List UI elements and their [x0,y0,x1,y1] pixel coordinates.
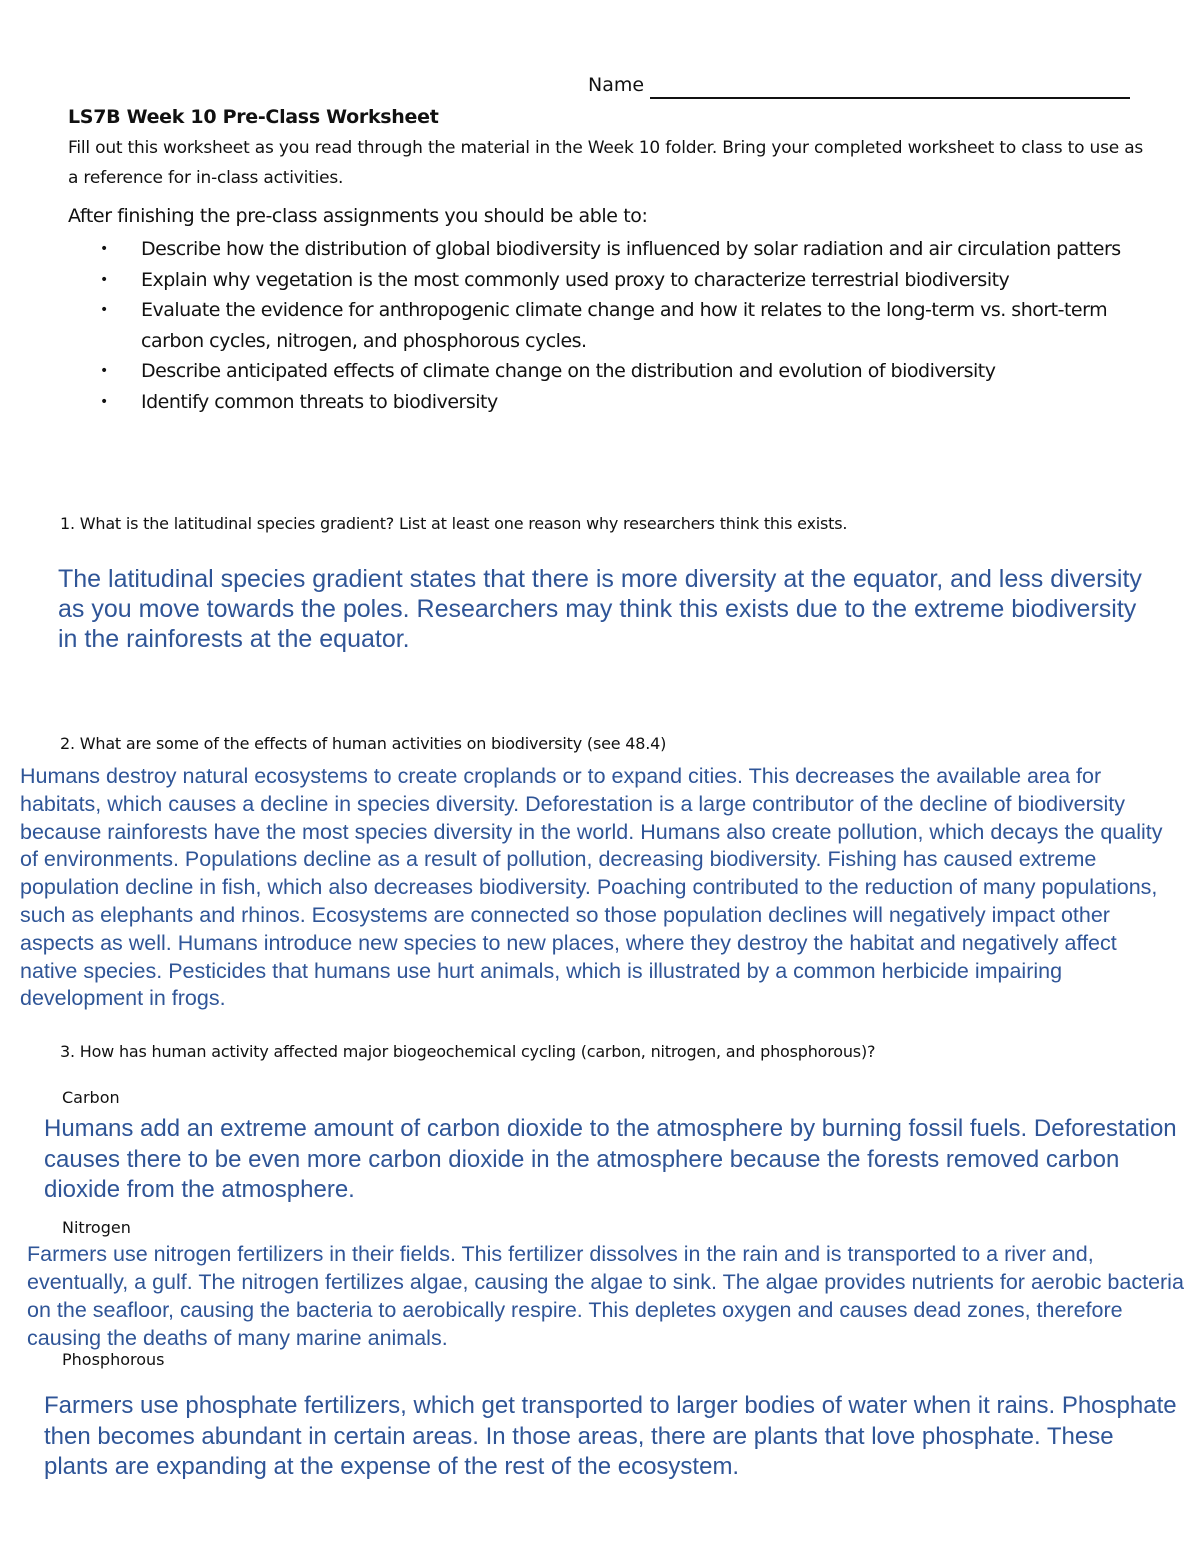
bullet-icon: • [100,271,108,288]
question-1-answer[interactable]: The latitudinal species gradient states that there is more diversity at the equator, and less diversity as you move towards the poles. Researchers may think this exists due to the extreme biodiversity in the rainforests at the equator. [58,565,1142,653]
objective-text: Identify common threats to biodiversity [141,390,498,413]
objectives-list [100,234,1130,417]
objective-item [100,265,1130,296]
worksheet-instructions: Fill out this worksheet as you read through the material in the Week 10 folder. Bring your completed worksheet to class to use as a reference for in-class activities. [68,138,1144,188]
objective-text: Describe how the distribution of global biodiversity is influenced by solar radiation and air circulation patters [141,238,1121,260]
carbon-answer[interactable]: Humans add an extreme amount of carbon dioxide to the atmosphere by burning fossil fuels. Deforestation causes there to be even more carbon dioxide in the atmosphere because the forests removed carbon dioxide from the atmosphere. [44,1115,1177,1203]
name-label: Name [588,74,645,96]
objective-item [100,234,1130,265]
bullet-icon: • [100,363,108,379]
bullet-icon: • [100,302,108,318]
phosphorous-label: Phosphorous [62,1350,165,1369]
nitrogen-answer[interactable]: Farmers use nitrogen fertilizers in their fields. This fertilizer dissolves in the rain and is transported to a river and, eventually, a gulf. The nitrogen fertilizes algae, causing the algae to sink. The algae provides nutrients for aerobic bacteria on the seafloor, causing the bacteria to aerobically respire. This depletes oxygen and causes dead zones, therefore causing the deaths of many marine animals. [27,1242,1184,1350]
bullet-icon: • [100,241,108,257]
carbon-label: Carbon [62,1088,120,1107]
objective-text: Explain why vegetation is the most commonly used proxy to characterize terrestrial biodiversity [141,268,1010,291]
objectives-heading: After finishing the pre-class assignments you should be able to: [68,205,648,227]
objective-item [100,295,1130,356]
objective-text: Describe anticipated effects of climate change on the distribution and evolution of biodiversity [141,360,996,382]
objective-item [100,387,1130,418]
question-3-prompt: 3. How has human activity affected major biogeochemical cycling (carbon, nitrogen, and phosphorous)? [60,1042,876,1061]
name-blank-line[interactable] [650,97,1130,99]
phosphorous-answer[interactable]: Farmers use phosphate fertilizers, which get transported to larger bodies of water when it rains. Phosphate then becomes abundant in certain areas. In those areas, there are plants that love phosphate. These plants are expanding at the expense of the rest of the ecosystem. [44,1392,1177,1480]
objective-item [100,356,1130,387]
objective-text: Evaluate the evidence for anthropogenic climate change and how it relates to the long-term vs. short-term carbon cycles, nitrogen, and phosphorous cycles. [141,299,1108,352]
worksheet-title: LS7B Week 10 Pre-Class Worksheet [68,106,439,128]
question-2-answer[interactable]: Humans destroy natural ecosystems to create croplands or to expand cities. This decreases the available area for habitats, which causes a decline in species diversity. Deforestation is a large contributor of the decline of biodiversity because rainforests have the most species diversity in the world. Humans also create pollution, which decays the quality of environments. Populations decline as a result of pollution, decreasing biodiversity. Fishing has caused extreme population decline in fish, which also decreases biodiversity. Poaching contributed to the reduction of many populations, such as elephants and rhinos. Ecosystems are connected so those population declines will negatively impact other aspects as well. Humans introduce new species to new places, where they destroy the habitat and negatively affect native species. Pesticides that humans use hurt animals, which is illustrated by a common herbicide impairing development in frogs. [20,764,1163,1011]
question-2-prompt: 2. What are some of the effects of human activities on biodiversity (see 48.4) [60,734,667,753]
question-1-prompt: 1. What is the latitudinal species gradient? List at least one reason why researchers think this exists. [60,514,848,533]
bullet-icon: • [100,393,108,410]
nitrogen-label: Nitrogen [62,1218,131,1237]
